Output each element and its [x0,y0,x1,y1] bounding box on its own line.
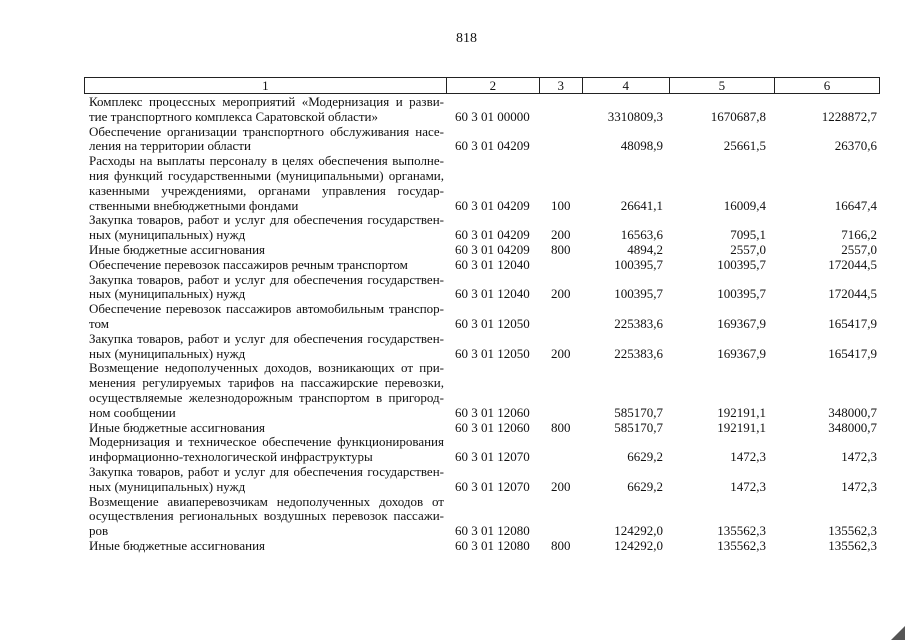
row-expense-type: 200 [551,345,571,361]
description-line: Иные бюджетные ассигнования [89,419,266,435]
row-value-col5: 100395,7 [717,286,766,302]
row-value-col4: 26641,1 [620,197,663,213]
row-value-col4: 100395,7 [614,256,663,272]
row-value-col6: 7166,2 [841,227,877,243]
row-code: 60 3 01 12040 [455,286,530,302]
row-code: 60 3 01 12060 [455,419,530,435]
row-code: 60 3 01 00000 [455,108,530,124]
row-description [84,332,448,362]
row-value-col5: 1472,3 [730,449,766,465]
table-header-row [84,77,880,94]
row-code: 60 3 01 12060 [455,404,530,420]
description-line: Расходы на выплаты персоналу в целях обеспечения выполне- [89,153,444,169]
row-value-col6: 172044,5 [828,286,877,302]
row-expense-type: 200 [551,227,571,243]
row-description [84,302,448,332]
row-value-col5: 135562,3 [717,523,766,539]
row-value-col6: 135562,3 [828,537,877,553]
row-value-col4: 585170,7 [614,419,663,435]
table-row [84,435,880,465]
row-expense-type: 200 [551,286,571,302]
row-description [84,465,448,495]
description-line: Комплекс процессных мероприятий «Модернизация и разви- [89,94,444,109]
row-description [84,435,448,465]
row-code: 60 3 01 12080 [455,523,530,539]
description-line: ных (муниципальных) нужд [89,286,246,302]
description-line: ния функций государственными (муниципальными) органами, [89,167,444,183]
row-value-col4: 4894,2 [627,241,663,257]
row-value-col4: 16563,6 [620,227,663,243]
description-line: осуществляемые железнодорожным транспортом в пригород- [89,389,444,405]
header-col-1: 1 [262,78,269,93]
row-description [84,361,448,420]
row-value-col6: 348000,7 [828,419,877,435]
row-expense-type: 200 [551,478,571,494]
row-description [84,273,448,303]
description-line: тие транспортного комплекса Саратовской области» [89,108,379,124]
row-code: 60 3 01 04209 [455,227,530,243]
description-line: Иные бюджетные ассигнования [89,537,266,553]
row-code: 60 3 01 12050 [455,345,530,361]
description-line: том [89,315,109,331]
table-row [84,332,880,362]
table-row [84,243,880,258]
row-value-col5: 2557,0 [730,241,766,257]
row-value-col4: 3310809,3 [607,108,663,124]
table-row [84,495,880,539]
row-expense-type: 800 [551,419,571,435]
table-row [84,539,880,554]
row-description [84,125,448,155]
description-line: менения регулируемых тарифов на пассажирские перевозки, [89,375,444,391]
header-col-4: 4 [582,78,669,93]
description-line: информационно-технологической инфраструктуры [89,449,373,465]
table-body [84,95,880,554]
table-row [84,421,880,436]
description-line: ров [89,523,109,539]
table-row [84,302,880,332]
row-code: 60 3 01 12070 [455,449,530,465]
row-value-col6: 26370,6 [834,138,877,154]
row-value-col6: 1472,3 [841,449,877,465]
description-line: ных (муниципальных) нужд [89,345,246,361]
table-row [84,95,880,125]
page-number: 818 [456,31,477,46]
row-code: 60 3 01 04209 [455,241,530,257]
row-description [84,243,448,258]
row-value-col6: 348000,7 [828,404,877,420]
row-expense-type: 100 [551,197,571,213]
row-description [84,95,448,125]
description-line: Закупка товаров, работ и услуг для обеспечения государствен- [89,330,444,346]
table-row [84,125,880,155]
row-value-col4: 225383,6 [614,345,663,361]
description-line: Закупка товаров, работ и услуг для обеспечения государствен- [89,212,444,228]
row-value-col4: 100395,7 [614,286,663,302]
row-value-col6: 1228872,7 [821,108,877,124]
table-row [84,273,880,303]
table-row [84,154,880,213]
row-value-col4: 6629,2 [627,449,663,465]
row-value-col5: 192191,1 [717,419,766,435]
row-value-col6: 165417,9 [828,345,877,361]
row-value-col5: 7095,1 [730,227,766,243]
row-value-col5: 192191,1 [717,404,766,420]
row-value-col5: 135562,3 [717,537,766,553]
row-code: 60 3 01 04209 [455,138,530,154]
description-line: Обеспечение организации транспортного обслуживания насе- [89,123,444,139]
row-value-col6: 2557,0 [841,241,877,257]
header-col-3: 3 [539,78,582,93]
row-expense-type: 800 [551,241,571,257]
description-line: Иные бюджетные ассигнования [89,241,266,257]
description-line: ления на территории области [89,138,251,154]
description-line: Закупка товаров, работ и услуг для обеспечения государствен- [89,271,444,287]
page-curl [891,626,905,640]
header-col-5: 5 [669,78,774,93]
row-code: 60 3 01 12080 [455,537,530,553]
row-code: 60 3 01 12070 [455,478,530,494]
description-line: Закупка товаров, работ и услуг для обеспечения государствен- [89,463,444,479]
row-expense-type: 800 [551,537,571,553]
row-value-col6: 165417,9 [828,315,877,331]
row-value-col4: 48098,9 [620,138,663,154]
description-line: осуществления региональных воздушных перевозок пассажи- [89,508,444,524]
description-line: ственными внебюджетными фондами [89,197,299,213]
description-line: Модернизация и техническое обеспечение функционирования [89,434,444,450]
description-line: Обеспечение перевозок пассажиров речным транспортом [89,256,408,272]
row-value-col5: 25661,5 [723,138,766,154]
row-description [84,421,448,436]
header-col-6: 6 [774,78,879,93]
row-value-col5: 16009,4 [723,197,766,213]
row-value-col6: 135562,3 [828,523,877,539]
description-line: Возмещение недополученных доходов, возникающих от при- [89,360,444,376]
row-value-col5: 169367,9 [717,345,766,361]
row-value-col5: 100395,7 [717,256,766,272]
description-line: Обеспечение перевозок пассажиров автомобильным транспор- [89,301,444,317]
table-row [84,213,880,243]
row-value-col6: 172044,5 [828,256,877,272]
row-description [84,539,448,554]
row-value-col4: 124292,0 [614,523,663,539]
row-code: 60 3 01 12050 [455,315,530,331]
row-value-col5: 1670687,8 [710,108,766,124]
row-value-col4: 6629,2 [627,478,663,494]
row-value-col6: 1472,3 [841,478,877,494]
row-description [84,213,448,243]
row-value-col4: 225383,6 [614,315,663,331]
description-line: Возмещение авиаперевозчикам недополученных доходов от [89,493,444,509]
row-value-col6: 16647,4 [834,197,877,213]
row-value-col4: 124292,0 [614,537,663,553]
row-value-col5: 169367,9 [717,315,766,331]
row-description [84,154,448,213]
description-line: ном сообщении [89,404,176,420]
row-value-col5: 1472,3 [730,478,766,494]
description-line: казенными учреждениями, органами управления государ- [89,182,444,198]
table-row [84,258,880,273]
budget-table [84,77,880,554]
table-row [84,465,880,495]
description-line: ных (муниципальных) нужд [89,478,246,494]
row-code: 60 3 01 12040 [455,256,530,272]
row-description [84,258,448,273]
table-row [84,361,880,420]
row-code: 60 3 01 04209 [455,197,530,213]
row-description [84,495,448,539]
header-col-2: 2 [446,78,539,93]
row-value-col4: 585170,7 [614,404,663,420]
description-line: ных (муниципальных) нужд [89,227,246,243]
